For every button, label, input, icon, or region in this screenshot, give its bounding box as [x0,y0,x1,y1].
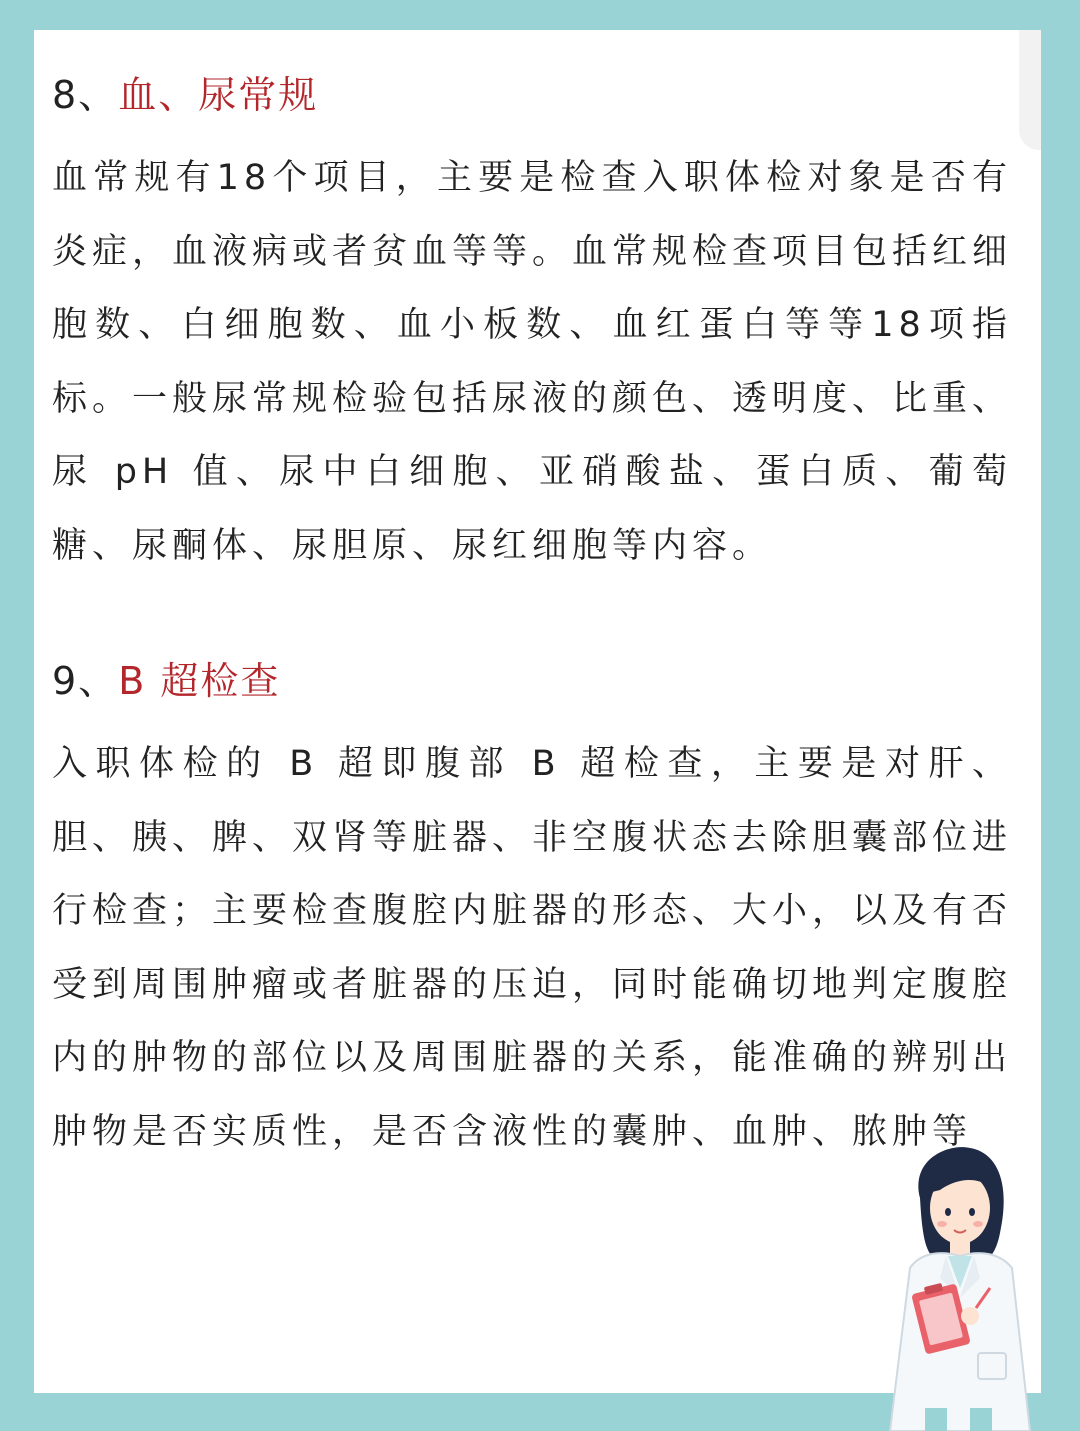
section-title: 血、尿常规 [118,73,319,117]
section-title: B 超检查 [118,659,281,703]
section-number: 9、 [52,659,119,703]
section-heading [52,658,1012,704]
section-ultrasound [52,658,1012,1169]
section-blood-urine [52,72,1012,583]
section-body: 血常规有18个项目，主要是检查入职体检对象是否有炎症，血液病或者贫血等等。血常规检查项目包括红细胞数、白细胞数、血小板数、血红蛋白等等18项指标。一般尿常规检验包括尿液的颜色、透明度、比重、尿 pH 值、尿中白细胞、亚硝酸盐、蛋白质、葡萄糖、尿酮体、尿胆原、尿红细胞等内容。 [52,158,1013,566]
section-number: 8、 [52,73,119,117]
section-body: 入职体检的 B 超即腹部 B 超检查，主要是对肝、胆、胰、脾、双肾等脏器、非空腹状态去除胆囊部位进行检查；主要检查腹腔内脏器的形态、大小，以及有否受到周围肿瘤或者脏器的压迫，同时能确切地判定腹腔内的肿物的部位以及周围脏器的关系，能准确的辨别出肿物是否实质性，是否含液性的囊肿、血肿、脓肿等 [52,744,1013,1152]
section-heading [52,72,1012,118]
page-corner [1019,30,1041,150]
doctor-illustration-icon [880,1138,1040,1431]
